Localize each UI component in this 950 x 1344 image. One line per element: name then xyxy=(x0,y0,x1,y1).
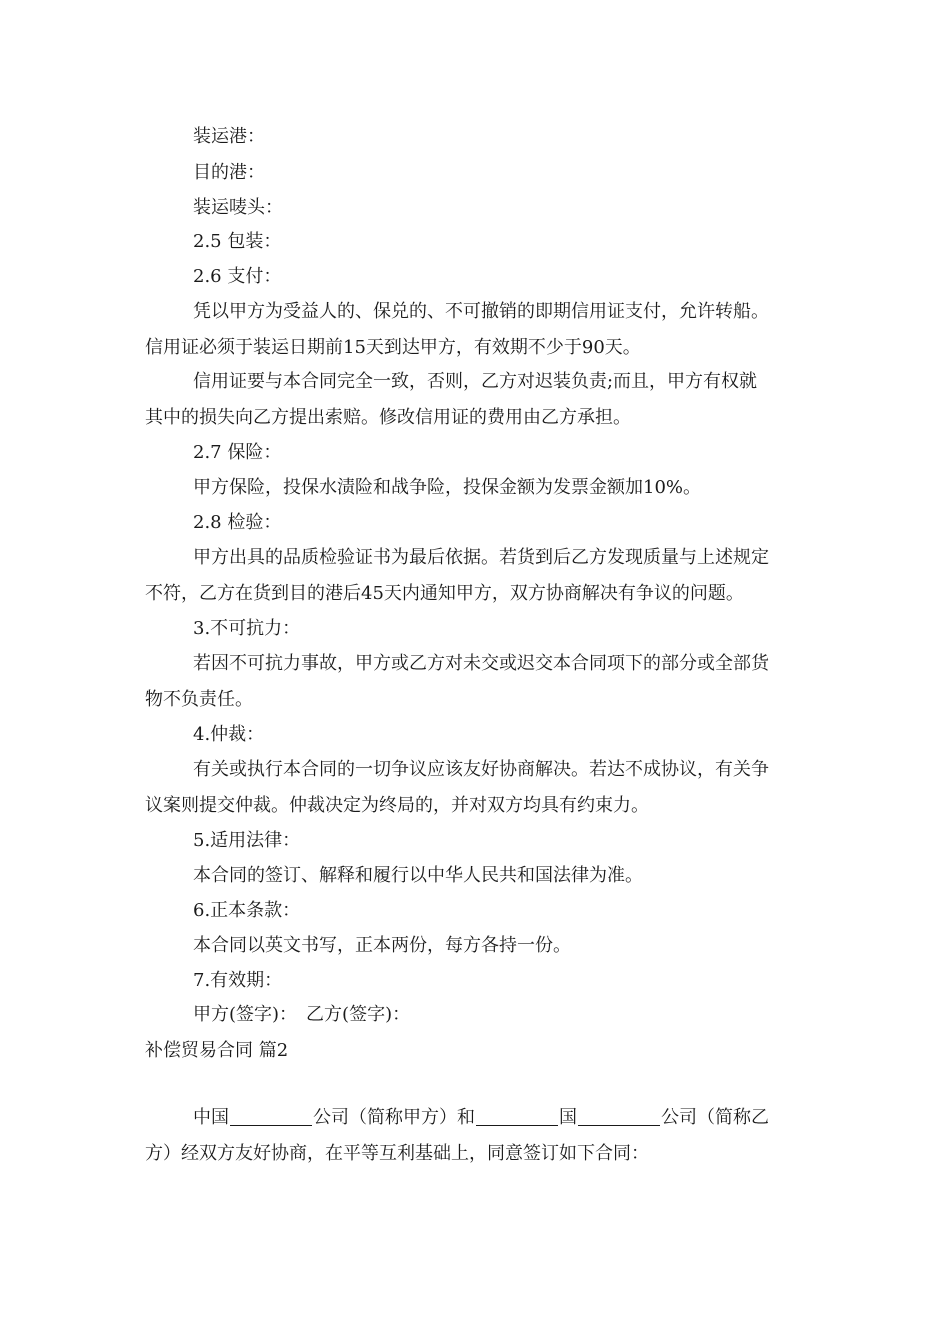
intro-line-2: 方）经双方友好协商，在平等互利基础上，同意签订如下合同： xyxy=(145,1143,649,1164)
arbitration-text-line-2: 议案则提交仲裁。仲裁决定为终局的，并对双方均具有约束力。 xyxy=(145,795,649,816)
applicable-law-heading: 5.适用法律： xyxy=(193,830,301,851)
section-title: 补偿贸易合同 篇2 xyxy=(145,1040,289,1061)
original-copies-heading: 6.正本条款： xyxy=(193,900,301,921)
blank-field xyxy=(230,1107,312,1126)
arbitration-heading: 4.仲裁： xyxy=(193,724,265,745)
payment-heading: 2.6 支付： xyxy=(193,266,282,287)
arbitration-text-line-1: 有关或执行本合同的一切争议应该友好协商解决。若达不成协议，有关争 xyxy=(193,759,769,780)
insurance-heading: 2.7 保险： xyxy=(193,442,282,463)
insurance-text: 甲方保险，投保水渍险和战争险，投保金额为发票金额加10%。 xyxy=(193,477,702,498)
blank-field xyxy=(578,1107,660,1126)
intro-line-1 xyxy=(193,1106,769,1130)
lc-text-line-2: 其中的损失向乙方提出索赔。修改信用证的费用由乙方承担。 xyxy=(145,407,631,428)
original-copies-text: 本合同以英文书写，正本两份，每方各持一份。 xyxy=(193,935,571,956)
force-majeure-text-line-1: 若因不可抗力事故，甲方或乙方对未交或迟交本合同项下的部分或全部货 xyxy=(193,653,769,674)
shipping-mark-label: 装运唛头： xyxy=(193,197,283,218)
payment-text-line-2: 信用证必须于装运日期前15天到达甲方，有效期不少于90天。 xyxy=(145,337,641,358)
inspection-text-line-1: 甲方出具的品质检验证书为最后依据。若货到后乙方发现质量与上述规定 xyxy=(193,547,769,568)
signature-line: 甲方(签字)： 乙方(签字)： xyxy=(193,1004,411,1025)
intro-china: 中国 xyxy=(193,1107,229,1128)
intro-party-a: 公司（简称甲方）和 xyxy=(313,1107,475,1128)
applicable-law-text: 本合同的签订、解释和履行以中华人民共和国法律为准。 xyxy=(193,865,643,886)
force-majeure-heading: 3.不可抗力： xyxy=(193,618,301,639)
lc-text-line-1: 信用证要与本合同完全一致，否则，乙方对迟装负责;而且，甲方有权就 xyxy=(193,371,758,392)
packing-heading: 2.5 包装： xyxy=(193,231,282,252)
inspection-heading: 2.8 检验： xyxy=(193,512,282,533)
blank-field xyxy=(476,1107,558,1126)
shipment-port-label: 装运港： xyxy=(193,126,265,147)
validity-heading: 7.有效期： xyxy=(193,970,283,991)
force-majeure-text-line-2: 物不负责任。 xyxy=(145,689,253,710)
payment-text-line-1: 凭以甲方为受益人的、保兑的、不可撤销的即期信用证支付，允许转船。 xyxy=(193,301,769,322)
intro-party-b: 公司（简称乙 xyxy=(661,1107,769,1128)
destination-port-label: 目的港： xyxy=(193,162,265,183)
inspection-text-line-2: 不符，乙方在货到目的港后45天内通知甲方，双方协商解决有争议的问题。 xyxy=(145,583,744,604)
intro-country: 国 xyxy=(559,1107,577,1128)
